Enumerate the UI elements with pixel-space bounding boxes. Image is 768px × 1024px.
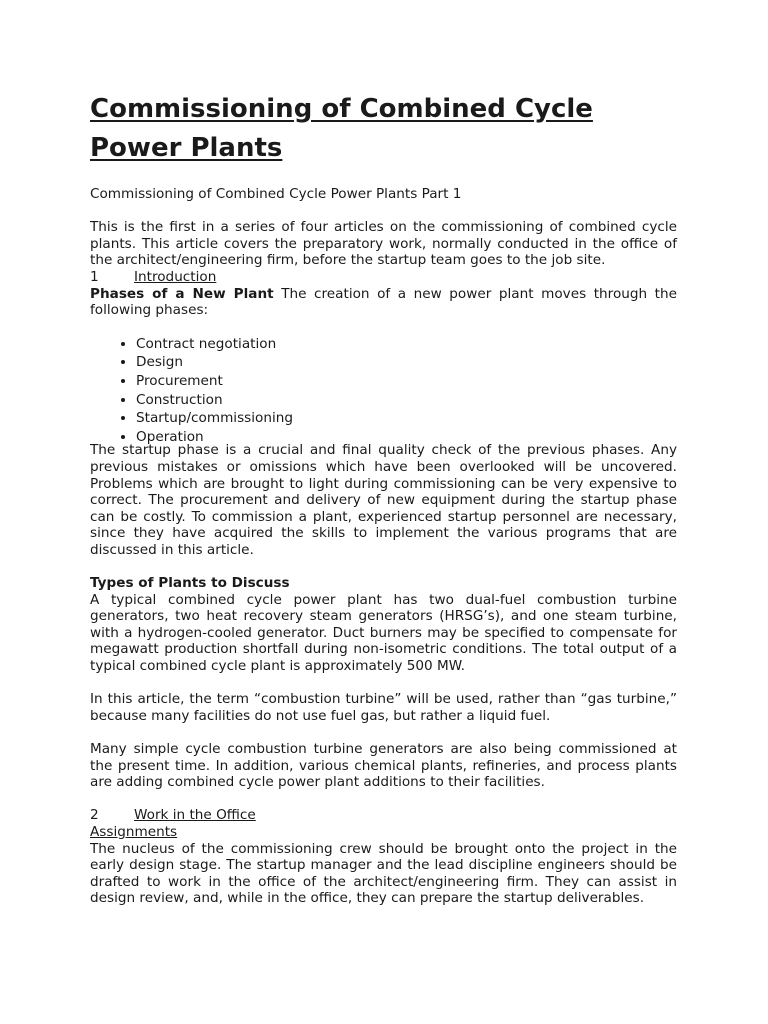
- document-title: [90, 0, 677, 168]
- phases-paragraph: [90, 286, 677, 319]
- list-item: • Contract negotiation: [136, 335, 677, 354]
- types-paragraph: A typical combined cycle power plant has two dual-fuel combustion turbine generators, two heat recovery steam generators (HRSG’s), and one steam turbine, with a hydrogen-cooled generator. Duct burners may be specified to compensate for megawatt production shortfall during non-isometric conditions. The total output of a typical combined cycle plant is approximately 500 MW.: [90, 591, 677, 675]
- simple-cycle-paragraph: Many simple cycle combustion turbine generators are also being commissioned at the present time. In addition, various chemical plants, refineries, and process plants are adding combined cycle power plant additions to their facilities.: [90, 741, 677, 791]
- section-2-number: 2: [90, 807, 99, 824]
- phases-heading: Phases of a New Plant: [90, 285, 274, 302]
- section-2-heading: [90, 807, 677, 824]
- list-item: • Startup/commissioning: [136, 409, 677, 428]
- startup-paragraph: The startup phase is a crucial and final quality check of the previous phases. Any previous mistakes or omissions which have been overlooked will be uncovered. Problems which are brought to light during commissioning can be very expensive to correct. The procurement and delivery of new equipment during the startup phase can be costly. To commission a plant, experienced startup personnel are necessary, since they have acquired the skills to implement the various programs that are discussed in this article.: [90, 442, 677, 558]
- section-1-number: 1: [90, 268, 99, 285]
- list-item: • Operation: [136, 428, 677, 447]
- document-page: [90, 0, 677, 907]
- title-line-2: Power Plants: [90, 133, 283, 163]
- phases-list: [90, 335, 677, 447]
- list-item: • Procurement: [136, 372, 677, 391]
- list-item: • Design: [136, 353, 677, 372]
- section-1-title: Introduction: [134, 268, 217, 285]
- assignments-heading: Assignments: [90, 823, 178, 840]
- types-heading-text: Types of Plants to Discuss: [90, 575, 290, 592]
- phases-text: The creation of a new power plant moves through the following phases:: [90, 285, 677, 319]
- list-item: • Construction: [136, 391, 677, 410]
- document-subtitle: Commissioning of Combined Cycle Power Plants Part 1: [90, 186, 462, 202]
- types-heading: [90, 575, 677, 592]
- assignments-paragraph: The nucleus of the commissioning crew should be brought onto the project in the early design stage. The startup manager and the lead discipline engineers should be drafted to work in the office of the architect/engineering firm. They can assist in design review, and, while in the office, they can prepare the startup deliverables.: [90, 840, 677, 907]
- term-paragraph: In this article, the term “combustion turbine” will be used, rather than “gas turbine,” because many facilities do not use fuel gas, but rather a liquid fuel.: [90, 691, 677, 724]
- intro-paragraph: This is the first in a series of four articles on the commissioning of combined cycle plants. This article covers the preparatory work, normally conducted in the office of the architect/engineering firm, before the startup team goes to the job site.: [90, 219, 677, 269]
- section-1-heading: [90, 269, 677, 286]
- title-line-1: Commissioning of Combined Cycle: [90, 94, 593, 124]
- section-2-title: Work in the Office: [134, 807, 256, 824]
